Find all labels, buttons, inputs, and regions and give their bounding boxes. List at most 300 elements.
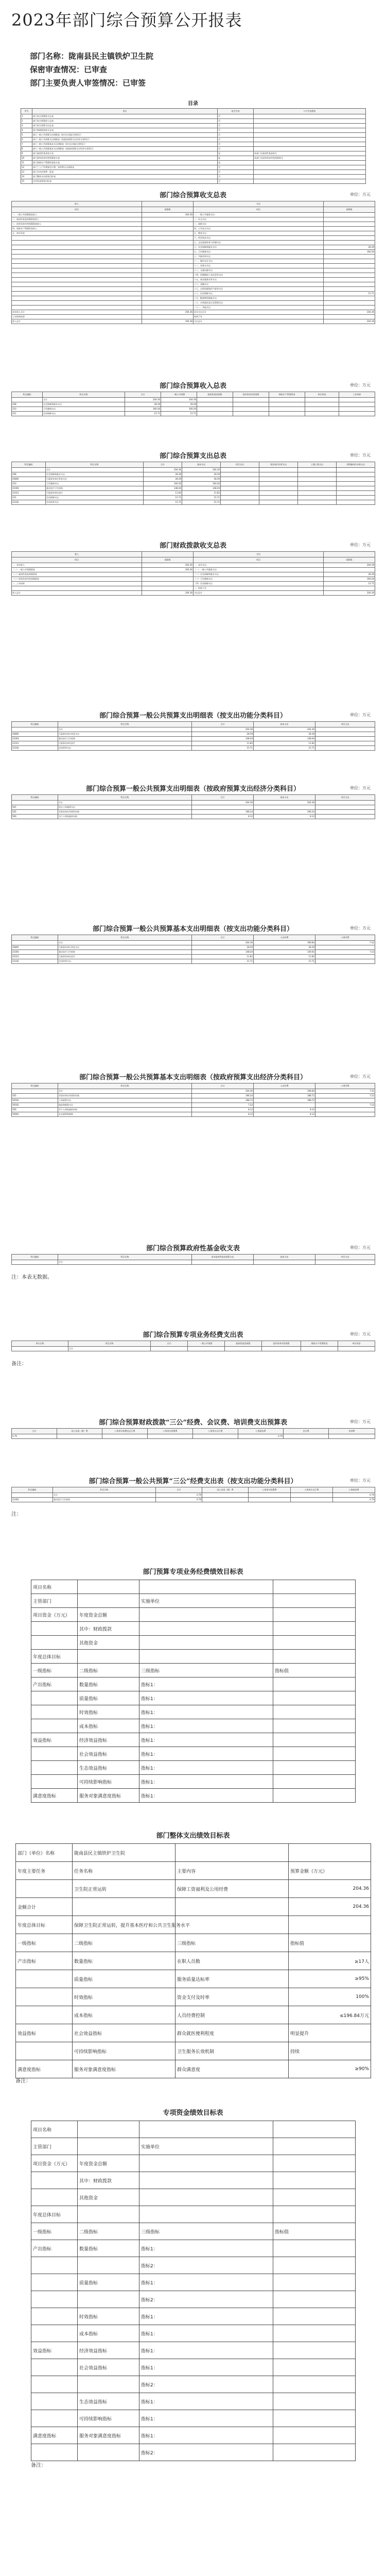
table-row bbox=[12, 268, 375, 273]
table-cell: 项目名称 bbox=[31, 1580, 78, 1594]
table-cell: 主管部门 bbox=[31, 1594, 78, 1608]
table-cell bbox=[78, 2291, 139, 2308]
table-cell bbox=[31, 1622, 78, 1636]
table-cell: 合计 bbox=[58, 801, 192, 805]
table-cell: 否 bbox=[218, 179, 254, 184]
table-cell: 15.71 bbox=[144, 500, 182, 505]
table-cell: 合计 bbox=[68, 1347, 151, 1351]
table-cell: 保障工资福利及公用经费 bbox=[176, 1880, 289, 1898]
table-cell bbox=[315, 1260, 375, 1265]
table-cell: 204.36 bbox=[192, 727, 254, 732]
table-cell: 8.12 bbox=[192, 815, 254, 819]
table-row bbox=[12, 955, 375, 959]
table-row bbox=[16, 1952, 371, 1970]
table-cell: 21003 bbox=[12, 486, 46, 491]
table-cell bbox=[142, 241, 194, 245]
table-cell bbox=[269, 398, 305, 402]
table-cell bbox=[339, 398, 375, 402]
table-cell: 年度主要任务 bbox=[16, 1862, 73, 1880]
table-cell: 204.36 bbox=[142, 213, 194, 217]
table-cell bbox=[298, 477, 337, 482]
table-cell bbox=[273, 2274, 356, 2291]
table-cell bbox=[254, 142, 366, 147]
table-cell: 0.79 bbox=[12, 1434, 57, 1439]
table-row bbox=[31, 1677, 356, 1691]
table-cell bbox=[142, 255, 194, 259]
table-cell bbox=[16, 1988, 73, 2006]
table-cell: 满意度指标 bbox=[31, 1789, 78, 1803]
table-cell: 服务对象满意度指标 bbox=[78, 1789, 139, 1803]
table-cell: 一般公共预算 bbox=[161, 392, 197, 398]
table-row bbox=[12, 486, 375, 491]
three-public-expenses-table bbox=[11, 1428, 375, 1439]
table-cell: 是 bbox=[218, 151, 254, 156]
table-header-row bbox=[12, 722, 375, 727]
table-cell bbox=[31, 1719, 78, 1733]
table-row bbox=[21, 133, 366, 138]
table-row bbox=[12, 1498, 375, 1502]
table-cell: 7.52 bbox=[315, 1094, 375, 1098]
unit-label: 单位：万元 bbox=[350, 1478, 371, 1483]
table-cell: 科目编码 bbox=[12, 462, 46, 468]
table-cell: 住房改革支出 bbox=[58, 746, 192, 751]
table-cell: 3 bbox=[21, 124, 32, 128]
table-cell: 8.12 bbox=[254, 1112, 315, 1117]
table-cell bbox=[78, 1594, 139, 1608]
table-cell bbox=[324, 278, 375, 282]
special-performance-table bbox=[31, 1580, 356, 1803]
table-cell: 四、公共安全支出 bbox=[194, 227, 324, 231]
table-cell bbox=[324, 315, 375, 319]
table-cell: 196.84 bbox=[254, 941, 315, 945]
table-cell: 196.24 bbox=[192, 1094, 254, 1098]
table-cell: 本年政府性基金预算支出 bbox=[192, 1255, 254, 1260]
income-expense-summary-table bbox=[11, 201, 375, 324]
table-cell: 部门综合预算收入总表 bbox=[32, 119, 218, 124]
table-cell bbox=[78, 2206, 139, 2223]
table-row bbox=[16, 2060, 371, 2078]
table-row bbox=[16, 1898, 371, 1916]
table-row bbox=[31, 2342, 356, 2359]
table-cell bbox=[315, 741, 375, 746]
table-cell: 204.36 bbox=[142, 568, 194, 572]
table-cell bbox=[315, 732, 375, 737]
table-cell: 国有资本经营预算 bbox=[262, 1341, 301, 1347]
table-cell: 11 bbox=[21, 161, 32, 165]
basic-expense-function-table bbox=[11, 935, 375, 964]
table-cell: 一般公共预算 bbox=[188, 1341, 225, 1347]
table-cell bbox=[329, 1434, 375, 1439]
table-row bbox=[21, 114, 366, 119]
table-row bbox=[31, 1580, 356, 1594]
table-cell bbox=[259, 496, 298, 500]
table-cell: 专项资金绩效目标表 bbox=[32, 179, 218, 184]
table-header-row bbox=[12, 462, 375, 468]
section-title-14: 部门整体支出绩效目标表 bbox=[156, 1832, 230, 1840]
table-cell: 项目名称 bbox=[68, 1341, 151, 1347]
table-cell bbox=[301, 1347, 338, 1351]
table-row bbox=[12, 231, 375, 236]
table-cell: 十七、自然资源海洋气象等支出 bbox=[194, 287, 324, 292]
table-cell bbox=[31, 2172, 78, 2189]
table-cell bbox=[273, 2427, 356, 2444]
table-row bbox=[12, 282, 375, 287]
table-cell bbox=[254, 1103, 315, 1108]
table-cell bbox=[197, 398, 233, 402]
table-cell: 单位资金 bbox=[305, 392, 339, 398]
table-row bbox=[12, 213, 375, 217]
table-cell: 国有资本经营预算 bbox=[233, 392, 269, 398]
table-cell bbox=[273, 2325, 356, 2342]
table-cell: 行政事业单位养老支出 bbox=[58, 732, 192, 737]
table-cell: 28.39 bbox=[192, 732, 254, 737]
table-cell bbox=[324, 222, 375, 227]
table-cell: 10 bbox=[21, 156, 32, 161]
table-cell bbox=[273, 1789, 356, 1803]
table-row bbox=[21, 156, 366, 161]
table-cell: 指标值 bbox=[273, 1664, 356, 1677]
table-cell bbox=[339, 407, 375, 412]
table-cell: 科目名称 bbox=[58, 935, 192, 941]
table-cell: 160.26 bbox=[125, 407, 161, 412]
table-cell bbox=[254, 165, 366, 170]
table-cell bbox=[193, 1434, 238, 1439]
table-row bbox=[16, 2006, 371, 2024]
table-cell bbox=[142, 231, 194, 236]
table-cell: 年度总体目标 bbox=[16, 1916, 73, 1934]
table-row bbox=[12, 482, 375, 486]
table-cell bbox=[273, 2121, 356, 2138]
table-cell bbox=[31, 2376, 78, 2393]
table-cell: 基本支出 bbox=[254, 1255, 315, 1260]
table-row bbox=[12, 407, 375, 412]
table-row bbox=[12, 412, 375, 416]
table-cell: 11.82 bbox=[192, 741, 254, 746]
table-cell: 否 bbox=[218, 119, 254, 124]
table-row bbox=[12, 255, 375, 259]
table-cell: 一级指标 bbox=[31, 1664, 78, 1677]
table-cell bbox=[315, 1098, 375, 1103]
table-cell bbox=[78, 2121, 139, 2138]
table-row bbox=[31, 1719, 356, 1733]
section-title-2: 部门综合预算收入总表 bbox=[159, 382, 226, 390]
table-cell: 一级指标 bbox=[16, 1934, 73, 1952]
government-fund-table bbox=[11, 1254, 375, 1265]
table-cell: 7.52 bbox=[315, 1103, 375, 1108]
table-cell bbox=[315, 1112, 375, 1117]
table-cell: （二）政府性基金预算拨款 bbox=[12, 572, 142, 577]
table-cell: 住房改革支出 bbox=[46, 500, 144, 505]
table-cell bbox=[273, 2410, 356, 2427]
table-cell: 一、本年支出 bbox=[194, 563, 324, 568]
table-row bbox=[31, 1622, 356, 1636]
table-cell: 单位名称 bbox=[12, 1341, 68, 1347]
table-cell: 100% bbox=[289, 1988, 371, 2006]
table-cell: 基层医疗卫生机构 bbox=[46, 486, 144, 491]
table-cell: 单位资金 bbox=[338, 1341, 375, 1347]
table-row bbox=[12, 250, 375, 255]
table-cell bbox=[289, 1844, 371, 1862]
table-cell: 部门（单位）名称 bbox=[16, 1844, 73, 1862]
table-cell: 22102 bbox=[12, 500, 46, 505]
table-cell bbox=[12, 245, 142, 250]
table-cell: 科目名称 bbox=[58, 722, 192, 727]
table-cell: 其中：财政拨款 bbox=[78, 2172, 139, 2189]
table-row bbox=[31, 2325, 356, 2342]
section-title-3: 部门综合预算支出总表 bbox=[159, 452, 226, 460]
table-cell bbox=[273, 1733, 356, 1747]
table-cell bbox=[269, 412, 305, 416]
table-cell bbox=[273, 1747, 356, 1761]
table-cell: 28.39 bbox=[182, 477, 221, 482]
table-cell: 卫生服务长效机制 bbox=[176, 2042, 289, 2060]
table-cell: 否 bbox=[218, 147, 254, 151]
table-row bbox=[16, 1988, 371, 2006]
table-cell: 否 bbox=[218, 124, 254, 128]
table-cell bbox=[31, 1747, 78, 1761]
table-cell bbox=[78, 1580, 139, 1594]
table-cell bbox=[192, 1260, 254, 1265]
table-row bbox=[12, 1493, 375, 1498]
table-cell: 204.36 bbox=[142, 319, 194, 324]
unit-label: 单位：万元 bbox=[350, 926, 371, 930]
table-cell bbox=[324, 287, 375, 292]
basic-expense-economic-table bbox=[11, 1083, 375, 1117]
table-cell: 科目名称 bbox=[58, 1083, 192, 1089]
table-cell: 合计 bbox=[192, 935, 254, 941]
table-cell: 15.71 bbox=[192, 746, 254, 751]
table-cell: 公用经费 bbox=[315, 1083, 375, 1089]
table-cell: 科目编码 bbox=[12, 722, 58, 727]
table-cell: 21003 bbox=[12, 950, 58, 955]
table-cell bbox=[273, 2393, 356, 2410]
table-cell: 28.39 bbox=[144, 472, 182, 477]
table-row bbox=[12, 398, 375, 402]
table-cell: 指标1： bbox=[139, 1733, 273, 1747]
table-cell: 指标2： bbox=[139, 2444, 273, 2461]
table-cell: 对事业单位经常性补助 bbox=[58, 1094, 192, 1098]
table-cell: 合计 bbox=[58, 1089, 192, 1094]
table-row bbox=[12, 264, 375, 268]
table-cell: 12 bbox=[21, 165, 32, 170]
table-cell bbox=[12, 259, 142, 264]
table-cell: 208 bbox=[12, 402, 43, 407]
table-cell bbox=[142, 273, 194, 278]
table-cell: 人员经费 bbox=[254, 935, 315, 941]
table-cell: 科目编码 bbox=[12, 392, 43, 398]
table-cell bbox=[273, 1677, 356, 1691]
section-title-4: 部门财政拨款收支总表 bbox=[159, 542, 226, 550]
table-cell bbox=[221, 496, 259, 500]
table-cell: 204.36 bbox=[125, 398, 161, 402]
table-row bbox=[31, 1691, 356, 1705]
table-cell bbox=[273, 2359, 356, 2376]
table-cell: 本年收入合计 bbox=[12, 310, 142, 315]
table-cell: 指标1： bbox=[139, 1677, 273, 1691]
table-cell: 28.39 bbox=[254, 945, 315, 950]
table-row bbox=[12, 301, 375, 306]
table-cell bbox=[12, 468, 46, 472]
table-cell: 十八、住房保障支出 bbox=[194, 292, 324, 296]
table-row bbox=[16, 2042, 371, 2060]
table-cell bbox=[254, 805, 315, 810]
table-cell: 对附属单位补助支出 bbox=[337, 462, 375, 468]
table-row bbox=[12, 801, 375, 805]
table-cell: 年度总体目标 bbox=[31, 1650, 78, 1664]
table-cell bbox=[273, 2189, 356, 2206]
table-cell bbox=[176, 1916, 289, 1934]
section-title-1: 部门综合预算收支总表 bbox=[159, 192, 226, 199]
table-cell bbox=[142, 278, 194, 282]
table-row bbox=[12, 496, 375, 500]
table-cell: 公务用车运行费 bbox=[193, 1429, 238, 1434]
table-cell: 合计 bbox=[192, 1083, 254, 1089]
table-cell: 资金支付及时率 bbox=[176, 1988, 289, 2006]
table-note: 备注： bbox=[31, 2463, 46, 2468]
table-cell bbox=[57, 1434, 102, 1439]
table-cell bbox=[78, 2257, 139, 2274]
table-cell: 公务用车购置及运行费 bbox=[102, 1429, 148, 1434]
table-cell bbox=[273, 1691, 356, 1705]
table-row bbox=[12, 815, 375, 819]
table-cell: 505 bbox=[12, 1094, 58, 1098]
table-cell: 基层医疗卫生机构 bbox=[58, 737, 192, 741]
table-cell: 部门整体支出绩效目标表 bbox=[32, 175, 218, 179]
table-cell: 指标2： bbox=[139, 2291, 273, 2308]
table-cell: 部门政府性基金收支表 bbox=[32, 151, 218, 156]
table-cell bbox=[31, 2189, 78, 2206]
table-row bbox=[12, 310, 375, 315]
table-cell bbox=[16, 1880, 73, 1898]
table-row bbox=[12, 1108, 375, 1112]
table-cell: 公用经费 bbox=[315, 935, 375, 941]
table-cell: 合计 bbox=[43, 398, 125, 402]
table-cell bbox=[233, 402, 269, 407]
table-cell: 二、结转下年 bbox=[194, 586, 324, 591]
table-cell: 指标1： bbox=[139, 1705, 273, 1719]
table-cell bbox=[142, 306, 194, 310]
table-row bbox=[31, 2223, 356, 2240]
table-cell bbox=[148, 1434, 193, 1439]
table-cell: 基本支出 bbox=[182, 462, 221, 468]
table-row bbox=[12, 945, 375, 950]
table-cell: 148.44 bbox=[144, 486, 182, 491]
table-cell bbox=[259, 491, 298, 496]
table-cell: 支出 bbox=[194, 552, 324, 557]
table-cell bbox=[142, 292, 194, 296]
table-cell: 204.36 bbox=[192, 801, 254, 805]
table-cell bbox=[254, 114, 366, 119]
table-cell: 一、一般公共预算拨款收入 bbox=[12, 213, 142, 217]
table-cell: 部门国有资本经营预算收支表 bbox=[32, 156, 218, 161]
table-row bbox=[12, 402, 375, 407]
table-cell: 行政事业单位养老支出 bbox=[58, 945, 192, 950]
table-cell: 工资福利支出 bbox=[58, 1098, 192, 1103]
table-cell: 二、上年结转 bbox=[12, 582, 142, 586]
table-cell: 经济效益指标 bbox=[78, 1733, 139, 1747]
table-cell bbox=[139, 2155, 273, 2172]
table-cell bbox=[273, 2155, 356, 2172]
table-cell bbox=[259, 500, 298, 505]
table-cell bbox=[31, 2325, 78, 2342]
table-cell bbox=[139, 2189, 273, 2206]
table-cell: 204.36 bbox=[161, 398, 197, 402]
special-fund-performance-table bbox=[31, 2121, 356, 2461]
table-cell bbox=[337, 482, 375, 486]
table-cell: 188.72 bbox=[192, 1098, 254, 1103]
table-cell: 项目名称 bbox=[31, 2121, 78, 2138]
table-cell: 满意度指标 bbox=[16, 2060, 73, 2078]
table-cell: 20805 bbox=[12, 945, 58, 950]
table-row bbox=[21, 165, 366, 170]
table-cell: 0.79 bbox=[238, 1434, 284, 1439]
unit-label: 单位：万元 bbox=[350, 1074, 371, 1079]
table-cell: 产出指标 bbox=[16, 1952, 73, 1970]
table-cell: 15.71 bbox=[324, 582, 375, 586]
table-cell: 204.36 bbox=[142, 310, 194, 315]
table-cell bbox=[12, 287, 142, 292]
table-cell: 满意度指标 bbox=[31, 2427, 78, 2444]
table-cell bbox=[142, 250, 194, 255]
section-title-10: 部门综合预算专项业务经费支出表 bbox=[143, 1331, 243, 1339]
table-row bbox=[21, 119, 366, 124]
table-cell: 六、科学技术支出 bbox=[194, 236, 324, 241]
table-cell: 8.12 bbox=[254, 1108, 315, 1112]
table-row bbox=[31, 2376, 356, 2393]
table-cell bbox=[254, 175, 366, 179]
table-cell: 二、外交支出 bbox=[194, 217, 324, 222]
table-cell bbox=[284, 1434, 329, 1439]
table-cell: 204.36 bbox=[324, 319, 375, 324]
table-header-row bbox=[12, 795, 375, 801]
table-cell bbox=[31, 1775, 78, 1789]
table-cell: 部门财政拨款收支总表 bbox=[32, 128, 218, 133]
table-cell: 指标1： bbox=[139, 1789, 273, 1803]
table-cell: 任务名称 bbox=[73, 1862, 176, 1880]
table-row bbox=[31, 1664, 356, 1677]
table-cell: 表名 bbox=[32, 109, 218, 114]
table-cell bbox=[12, 1260, 58, 1265]
table-row bbox=[21, 161, 366, 165]
table-row bbox=[21, 179, 366, 184]
table-cell bbox=[324, 231, 375, 236]
table-cell: 8.12 bbox=[192, 1112, 254, 1117]
table-cell: 指标1： bbox=[139, 2393, 273, 2410]
table-cell bbox=[142, 268, 194, 273]
table-cell bbox=[31, 1691, 78, 1705]
table-cell: 221 bbox=[12, 412, 43, 416]
table-cell: 科目名称 bbox=[43, 392, 125, 398]
table-cell bbox=[298, 491, 337, 496]
table-cell: 生态效益指标 bbox=[78, 1761, 139, 1775]
table-cell: 合计 bbox=[58, 1260, 192, 1265]
table-cell bbox=[315, 746, 375, 751]
table-row bbox=[21, 124, 366, 128]
table-cell: 基层医疗卫生机构 bbox=[53, 1498, 156, 1502]
table-row bbox=[12, 245, 375, 250]
table-cell bbox=[273, 2240, 356, 2257]
table-row bbox=[12, 563, 375, 568]
table-cell bbox=[273, 2206, 356, 2223]
table-cell: 部门综合预算支出总表 bbox=[32, 124, 218, 128]
table-cell bbox=[142, 586, 194, 591]
table-cell: 指标1： bbox=[139, 2359, 273, 2376]
document-title: 2023年部门综合预算公开报表 bbox=[11, 10, 242, 30]
catalog-heading: 目录 bbox=[188, 101, 198, 107]
table-row bbox=[31, 2138, 356, 2155]
table-cell: 三、国有资本经营预算拨款收入 bbox=[12, 222, 142, 227]
table-cell: 社会保障和就业支出 bbox=[46, 472, 144, 477]
